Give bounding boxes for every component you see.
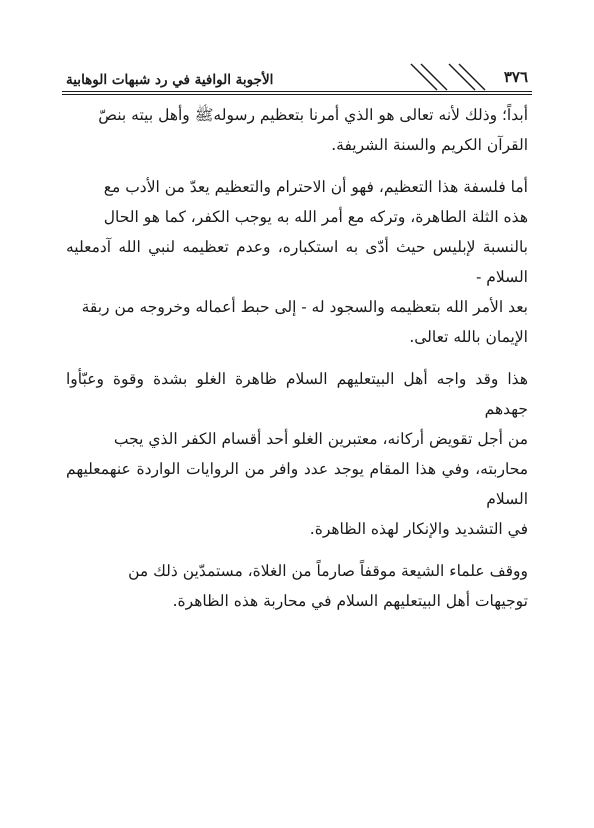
text-line: من أجل تقويض أركانه، معتبرين الغلو أحد أقسام الكفر الذي يجب (113, 430, 528, 448)
text-line: هذا وقد واجه أهل البيتعليهم السلام ظاهرة الغلو بشدة وقوة وعبّأوا جهدهم (66, 370, 528, 418)
page-number: ٣٧٦ (503, 68, 528, 86)
text-line: توجيهات أهل البيتعليهم السلام في محاربة هذه الظاهرة. (172, 592, 528, 610)
text-line: هذه الثلة الطاهرة، وتركه مع أمر الله به يوجب الكفر، كما هو الحال (103, 208, 528, 226)
text-line: أما فلسفة هذا التعظيم، فهو أن الاحترام والتعظيم يعدّ من الأدب مع (103, 178, 528, 196)
text-line: ووقف علماء الشيعة موقفاً صارماً من الغلاة، مستمدّين ذلك من (128, 562, 528, 580)
header-rule-thin (62, 94, 532, 95)
paragraph-4 (66, 556, 528, 616)
paragraph-3 (66, 364, 528, 544)
running-header-title: الأجوبة الوافية في رد شبهات الوهابية (66, 72, 274, 88)
text-line: محاربته، وفي هذا المقام يوجد عدد وافر من الروايات الواردة عنهمعليهم السلام (66, 460, 528, 508)
text-line: الإيمان بالله تعالى. (409, 328, 528, 346)
text-line: بالنسبة لإبليس حيث أدّى به استكباره، وعدم تعظيمه لنبي الله آدمعليه السلام - (66, 238, 528, 286)
header-rule (62, 91, 532, 92)
paragraph-2 (66, 172, 528, 352)
text-line: بعد الأمر الله بتعظيمه والسجود له - إلى حبط أعماله وخروجه من ربقة (81, 298, 528, 316)
running-header (62, 60, 532, 98)
paragraph-1 (66, 100, 528, 160)
body-text (66, 100, 528, 616)
text-line: في التشديد والإنكار لهذه الظاهرة. (309, 520, 528, 538)
text-line: أبداً؛ وذلك لأنه تعالى هو الذي أمرنا بتعظيم رسولهﷺ وأهل بيته بنصّ (98, 106, 528, 124)
header-ornament (407, 60, 489, 94)
text-line: القرآن الكريم والسنة الشريفة. (331, 136, 528, 154)
